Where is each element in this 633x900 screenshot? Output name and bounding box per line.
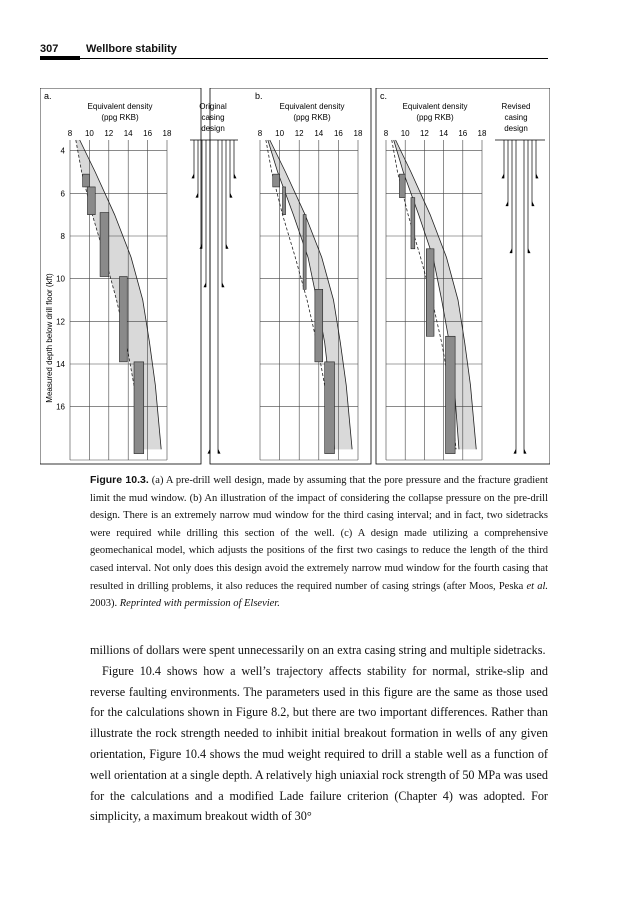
panel-a-casing3: design <box>201 124 225 133</box>
panel-a-casing1: Original <box>199 102 227 111</box>
x-tick-0-4: 16 <box>143 129 153 138</box>
panel-c-casing2: casing <box>504 113 528 122</box>
y-tick-1: 6 <box>60 189 65 199</box>
mud-weight-0-0 <box>83 174 90 187</box>
casing-shoe-0-4-1 <box>218 449 221 454</box>
x-tick-1-5: 18 <box>353 129 363 138</box>
casing-shoe-0-0-0 <box>192 173 195 178</box>
mud-weight-2-2 <box>426 249 434 336</box>
x-tick-0-3: 14 <box>123 129 133 138</box>
header-bar <box>40 56 80 60</box>
casing-shoe-2-2-0 <box>510 248 513 253</box>
mud-window-1 <box>268 140 352 449</box>
mud-weight-1-2 <box>303 215 306 290</box>
x-tick-0-2: 12 <box>104 129 114 138</box>
paragraph-1: millions of dollars were spent unnecessarily on an extra casing string and multiple sidetracks. <box>90 643 546 657</box>
y-tick-4: 12 <box>56 317 65 327</box>
x-tick-0-0: 8 <box>67 129 73 138</box>
paragraph-2: Figure 10.4 shows how a well’s trajectory affects stability for normal, strike-slip and reverse faulting environments. The parameters used in this figure are the same as those used for the calculations shown in Figure 8.2, but there are two important differences. Rather than illustrate the rock strength needed to inhibit initial breakout formation in wells of any given orientation, Figure 10.4 shows the mud weight required to drill a stable well as a function of well orientation at a single depth. A relatively high uniaxial rock strength of 50 MPa was used for the calculations and a modified Lade failure criterion (Chapter 4) was adopted. For simplicity, a maximum breakout width of 30° <box>90 663 548 824</box>
y-tick-6: 16 <box>56 402 65 412</box>
panel-c-casing1: Revised <box>501 102 531 111</box>
panel-a-title2: (ppg RKB) <box>101 113 139 122</box>
caption-label: Figure 10.3. <box>90 474 149 486</box>
x-tick-2-0: 8 <box>383 129 389 138</box>
casing-shoe-0-2-1 <box>226 244 229 249</box>
panel-c-title2: (ppg RKB) <box>416 113 454 122</box>
x-tick-1-3: 14 <box>314 129 324 138</box>
y-tick-5: 14 <box>56 360 65 369</box>
panel-c-letter: c. <box>380 91 388 101</box>
x-tick-2-2: 12 <box>419 129 429 138</box>
x-tick-1-0: 8 <box>257 129 263 138</box>
mud-weight-1-1 <box>283 187 286 215</box>
mud-weight-1-4 <box>325 362 335 454</box>
y-axis-label: Measured depth below drill floor (kft) <box>45 273 54 403</box>
mud-weight-0-4 <box>134 362 144 454</box>
casing-shoe-2-2-1 <box>528 248 531 253</box>
x-tick-2-1: 10 <box>400 129 410 138</box>
casing-shoe-0-1-0 <box>196 193 199 198</box>
casing-shoe-0-3-0 <box>204 282 207 287</box>
casing-shoe-2-0-1 <box>536 173 539 178</box>
mud-window-2 <box>394 140 477 449</box>
x-tick-0-1: 10 <box>84 129 94 138</box>
caption-text: (a) A pre-drill well design, made by assuming that the pore pressure and the fracture gradient limit the mud window. (b) An illustration of the impact of considering the collapse pressure on the pre-drill design. There is an extremely narrow mud window for the third casing interval; and in fact, two sidetracks were required while drilling this section of the well. (c) A design made utilizing a comprehensive geomechanical model, which adjusts the positions of the first two casings to reduce the length of the third cased interval. Not only does this design avoid the extremely narrow mud window for the fourth casing that resulted in drilling problems, it also reduces the required number of casing strings (after Moos, Peska <box>90 475 548 592</box>
casing-shoe-2-1-1 <box>532 201 535 206</box>
caption-etal: et al. <box>526 580 548 592</box>
panel-a-casing2: casing <box>201 113 225 122</box>
y-tick-0: 4 <box>60 146 65 156</box>
panel-a-letter: a. <box>44 91 52 101</box>
header-rule <box>80 58 548 59</box>
y-tick-2: 8 <box>60 232 65 241</box>
mud-weight-1-0 <box>273 174 280 187</box>
body-text <box>90 640 548 827</box>
mud-weight-0-1 <box>87 187 95 215</box>
casing-shoe-0-4-0 <box>208 449 211 454</box>
panel-a-title1: Equivalent density <box>87 102 153 111</box>
mud-weight-0-2 <box>100 213 109 277</box>
casing-shoe-2-3-1 <box>524 449 527 454</box>
x-tick-2-5: 18 <box>477 129 487 138</box>
casing-shoe-0-1-1 <box>230 193 233 198</box>
panel-c-casing3: design <box>504 124 528 133</box>
y-tick-3: 10 <box>56 274 65 284</box>
panel-c-title1: Equivalent density <box>402 102 468 111</box>
figure-10-3 <box>40 88 550 466</box>
casing-shoe-2-1-0 <box>506 201 509 206</box>
x-tick-2-4: 16 <box>458 129 468 138</box>
x-tick-0-5: 18 <box>162 129 172 138</box>
casing-shoe-0-3-1 <box>222 282 225 287</box>
casing-shoe-2-0-0 <box>502 173 505 178</box>
panel-b-title1: Equivalent density <box>279 102 345 111</box>
caption-year: 2003). <box>90 598 120 610</box>
figure-caption <box>90 472 548 613</box>
casing-shoe-0-0-1 <box>234 173 237 178</box>
panel-b-title2: (ppg RKB) <box>293 113 331 122</box>
mud-weight-2-1 <box>411 198 415 249</box>
page-header <box>40 40 548 62</box>
plot-layer <box>56 129 545 460</box>
x-tick-2-3: 14 <box>439 129 449 138</box>
x-tick-1-4: 16 <box>333 129 343 138</box>
figure-svg <box>40 88 550 466</box>
x-tick-1-2: 12 <box>294 129 304 138</box>
mud-weight-2-3 <box>446 336 456 453</box>
page-number: 307 <box>40 43 59 55</box>
casing-shoe-2-3-0 <box>514 449 517 454</box>
caption-reprint: Reprinted with permission of Elsevier. <box>119 598 280 610</box>
running-title: Wellbore stability <box>86 43 177 55</box>
mud-weight-0-3 <box>119 277 127 362</box>
mud-weight-1-3 <box>315 289 323 362</box>
panel-b-letter: b. <box>255 91 263 101</box>
mud-weight-2-0 <box>399 174 405 197</box>
x-tick-1-1: 10 <box>275 129 285 138</box>
